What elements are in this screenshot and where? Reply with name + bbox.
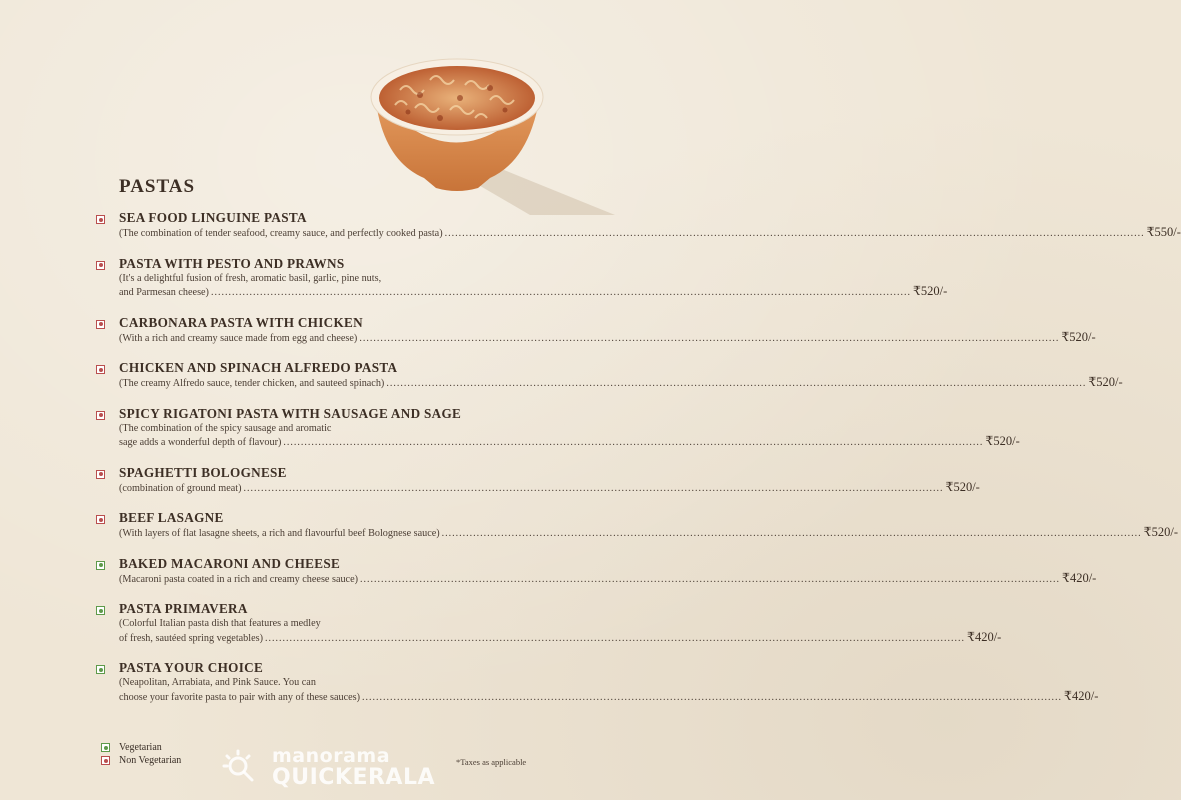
menu-item-name: BEEF LASAGNE <box>119 510 224 525</box>
watermark-bottom: QUICKERALA <box>272 765 435 790</box>
menu-item-price: ₹420/- <box>1062 570 1097 585</box>
watermark-logo <box>222 744 442 792</box>
menu-item <box>96 510 1178 541</box>
dot-leader: ........................................................................................................................................................................................................ <box>283 437 984 448</box>
nonveg-marker-icon <box>96 261 105 270</box>
menu-item-name: PASTA WITH PESTO AND PRAWNS <box>119 255 345 271</box>
menu-item-description: of fresh, sautéed spring vegetables) <box>119 632 263 644</box>
menu-item-description: (With a rich and creamy sauce made from egg and cheese) <box>119 332 358 344</box>
dot-leader: ........................................................................................................................................................................................................ <box>441 528 1142 539</box>
diet-legend <box>101 741 181 767</box>
menu-item-description: (With layers of flat lasagne sheets, a rich and flavourful beef Bolognese sauce) <box>119 528 440 539</box>
menu-item <box>96 555 1097 587</box>
menu-item-description: (Colorful Italian pasta dish that features a medley <box>119 618 321 629</box>
search-icon <box>222 748 260 786</box>
tax-note: *Taxes as applicable <box>456 757 527 767</box>
menu-item <box>96 210 1181 241</box>
menu-item-price: ₹520/- <box>912 284 948 298</box>
pasta-bowl-illustration <box>360 40 620 215</box>
menu-item-name: PASTA PRIMAVERA <box>119 601 248 616</box>
menu-item <box>96 464 980 496</box>
menu-item-description: (Macaroni pasta coated in a rich and creamy cheese sauce) <box>119 573 358 585</box>
menu-item-description: choose your favorite pasta to pair with any of these sauces) <box>119 691 361 703</box>
dot-leader: ........................................................................................................................................................................................................ <box>362 691 1063 703</box>
watermark-top: manorama <box>272 745 391 767</box>
menu-item-name: PASTA YOUR CHOICE <box>119 660 264 675</box>
menu-item-name: SPAGHETTI BOLOGNESE <box>119 464 287 480</box>
menu-item-price: ₹420/- <box>967 629 1002 644</box>
nonveg-marker-icon <box>101 756 110 765</box>
nonveg-marker-icon <box>96 215 105 224</box>
nonveg-marker-icon <box>96 320 105 329</box>
dot-leader: ........................................................................................................................................................................................................ <box>359 332 1060 344</box>
menu-item-name: BAKED MACARONI AND CHEESE <box>119 555 341 571</box>
veg-marker-icon <box>101 743 110 752</box>
menu-item-name: SEA FOOD LINGUINE PASTA <box>119 210 307 225</box>
legend-veg-label: Vegetarian <box>119 742 162 753</box>
veg-marker-icon <box>96 561 105 570</box>
veg-marker-icon <box>96 665 105 674</box>
menu-item-description: (Neapolitan, Arrabiata, and Pink Sauce. You can <box>119 677 316 688</box>
menu-item <box>96 314 1096 346</box>
menu-item <box>96 660 1099 704</box>
menu-item-description: (It's a delightful fusion of fresh, aromatic basil, garlic, pine nuts, <box>119 272 382 284</box>
menu-item <box>96 601 1002 645</box>
dot-leader: ........................................................................................................................................................................................................ <box>265 632 965 644</box>
menu-item <box>96 360 1123 391</box>
menu-item-price: ₹520/- <box>985 434 1020 448</box>
dot-leader: ........................................................................................................................................................................................................ <box>444 228 1145 239</box>
nonveg-marker-icon <box>96 411 105 420</box>
section-title: PASTAS <box>119 176 196 197</box>
menu-item-price: ₹520/- <box>1088 375 1123 389</box>
menu-item-list <box>96 210 1181 719</box>
dot-leader: ........................................................................................................................................................................................................ <box>243 482 944 494</box>
dot-leader: ........................................................................................................................................................................................................ <box>386 378 1087 389</box>
menu-item-description: (The combination of the spicy sausage and aromatic <box>119 422 332 434</box>
menu-item-price: ₹520/- <box>1143 525 1178 539</box>
menu-item-description: and Parmesan cheese) <box>119 287 209 298</box>
menu-item-price: ₹550/- <box>1146 225 1181 239</box>
menu-item-price: ₹520/- <box>945 479 980 494</box>
veg-marker-icon <box>96 606 105 615</box>
legend-nonveg <box>101 754 181 767</box>
menu-item-name: CARBONARA PASTA WITH CHICKEN <box>119 314 363 330</box>
menu-item <box>96 255 948 300</box>
nonveg-marker-icon <box>96 515 105 524</box>
menu-item <box>96 405 1020 450</box>
menu-item-description: (The creamy Alfredo sauce, tender chicken, and sauteed spinach) <box>119 378 385 389</box>
menu-item-name: SPICY RIGATONI PASTA WITH SAUSAGE AND SAGE <box>119 405 462 421</box>
menu-item-price: ₹520/- <box>1061 329 1096 344</box>
menu-item-name: CHICKEN AND SPINACH ALFREDO PASTA <box>119 360 398 375</box>
nonveg-marker-icon <box>96 470 105 479</box>
menu-item-description: sage adds a wonderful depth of flavour) <box>119 437 282 448</box>
nonveg-marker-icon <box>96 365 105 374</box>
legend-nonveg-label: Non Vegetarian <box>119 755 182 766</box>
dot-leader: ........................................................................................................................................................................................................ <box>360 573 1060 585</box>
legend-veg <box>101 741 181 754</box>
dot-leader: ........................................................................................................................................................................................................ <box>210 287 911 298</box>
menu-item-price: ₹420/- <box>1064 688 1099 703</box>
menu-item-description: (The combination of tender seafood, creamy sauce, and perfectly cooked pasta) <box>119 228 443 239</box>
menu-item-description: (combination of ground meat) <box>119 482 242 494</box>
